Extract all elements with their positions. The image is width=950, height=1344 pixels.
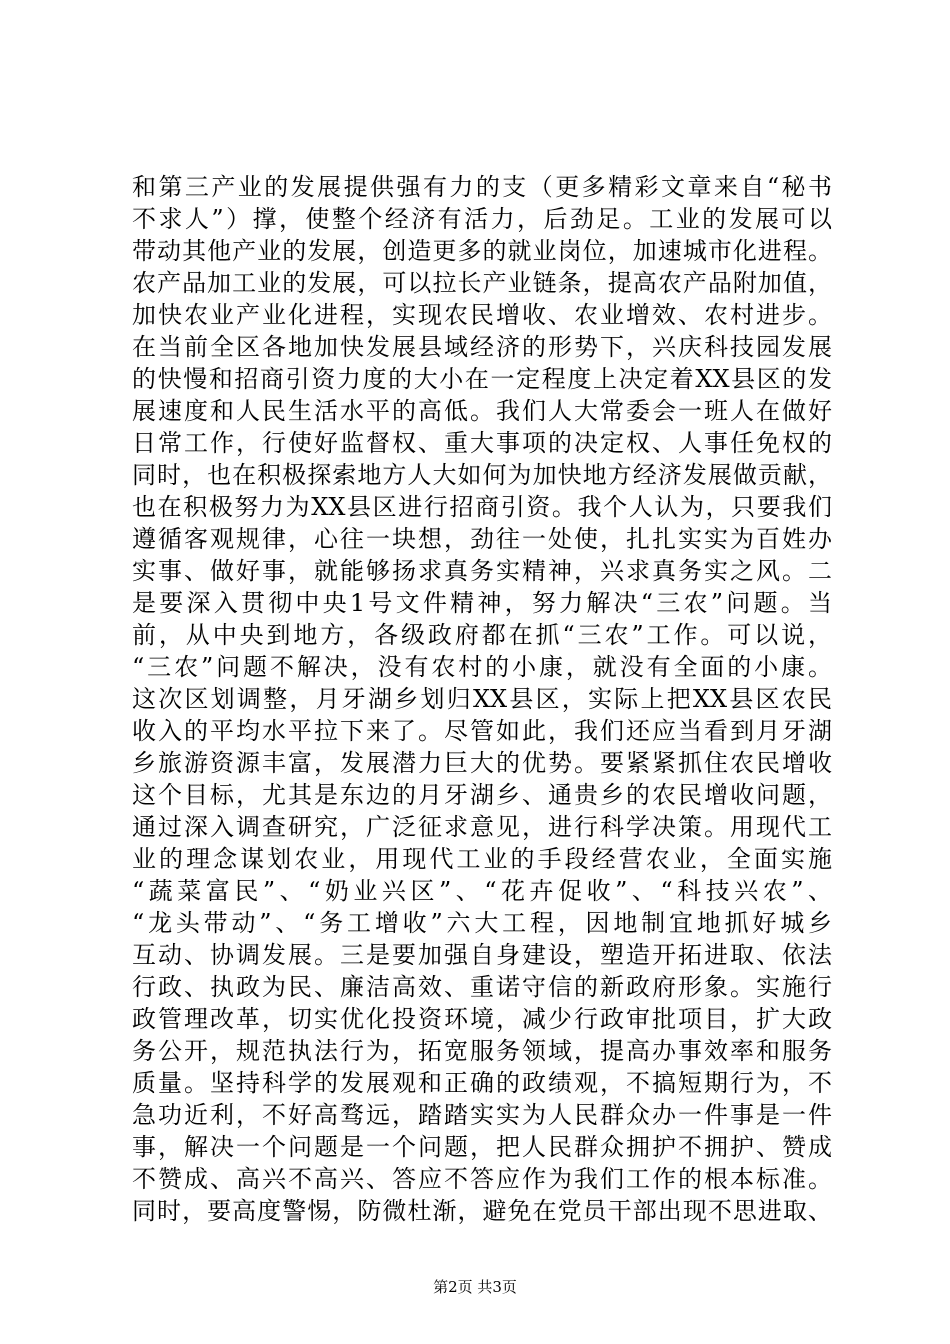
text-line: 前，从中央到地方，各级政府都在抓“三农”工作。可以说， xyxy=(132,621,832,649)
text-line: 事，解决一个问题是一个问题，把人民群众拥护不拥护、赞成 xyxy=(132,1133,832,1161)
text-line: 遵循客观规律，心往一块想，劲往一处使，扎扎实实为百姓办 xyxy=(132,525,832,553)
text-line: 同时，要高度警惕，防微杜渐，避免在党员干部出现不思进取、 xyxy=(132,1197,832,1225)
text-line: 不赞成、高兴不高兴、答应不答应作为我们工作的根本标准。 xyxy=(132,1165,832,1193)
text-line: 实事、做好事，就能够扬求真务实精神，兴求真务实之风。二 xyxy=(132,557,832,585)
page-number-label: 第2页 共3页 xyxy=(433,1278,517,1296)
text-line: “蔬菜富民”、“奶业兴区”、“花卉促收”、“科技兴农”、 xyxy=(132,877,832,905)
page-footer xyxy=(0,1277,950,1297)
text-line: 通过深入调查研究，广泛征求意见，进行科学决策。用现代工 xyxy=(132,813,832,841)
text-line: 农产品加工业的发展，可以拉长产业链条，提高农产品附加值， xyxy=(132,269,832,297)
text-line: 乡旅游资源丰富，发展潜力巨大的优势。要紧紧抓住农民增收 xyxy=(132,749,832,777)
text-line: 业的理念谋划农业，用现代工业的手段经营农业，全面实施 xyxy=(132,845,832,873)
text-line: 日常工作，行使好监督权、重大事项的决定权、人事任免权的 xyxy=(132,429,832,457)
text-line: “三农”问题不解决，没有农村的小康，就没有全面的小康。 xyxy=(132,653,832,681)
text-line: 同时，也在积极探索地方人大如何为加快地方经济发展做贡献， xyxy=(132,461,832,489)
text-line: 互动、协调发展。三是要加强自身建设，塑造开拓进取、依法 xyxy=(132,941,832,969)
text-line: 政管理改革，切实优化投资环境，减少行政审批项目，扩大政 xyxy=(132,1005,832,1033)
text-line: “龙头带动”、“务工增收”六大工程，因地制宜地抓好城乡 xyxy=(132,909,832,937)
text-line: 是要深入贯彻中央1号文件精神，努力解决“三农”问题。当 xyxy=(132,589,832,617)
text-line: 务公开，规范执法行为，拓宽服务领域，提高办事效率和服务 xyxy=(132,1037,832,1065)
text-line: 不求人”）撑，使整个经济有活力，后劲足。工业的发展可以 xyxy=(132,205,832,233)
text-line: 这个目标，尤其是东边的月牙湖乡、通贵乡的农民增收问题， xyxy=(132,781,832,809)
text-line: 质量。坚持科学的发展观和正确的政绩观，不搞短期行为，不 xyxy=(132,1069,832,1097)
text-line: 急功近利，不好高骛远，踏踏实实为人民群众办一件事是一件 xyxy=(132,1101,832,1129)
text-line: 的快慢和招商引资力度的大小在一定程度上决定着XX县区的发 xyxy=(132,365,832,393)
body-text xyxy=(132,171,832,1227)
text-line: 这次区划调整，月牙湖乡划归XX县区，实际上把XX县区农民 xyxy=(132,685,832,713)
text-line: 加快农业产业化进程，实现农民增收、农业增效、农村进步。 xyxy=(132,301,832,329)
text-line: 展速度和人民生活水平的高低。我们人大常委会一班人在做好 xyxy=(132,397,832,425)
text-line: 也在积极努力为XX县区进行招商引资。我个人认为，只要我们 xyxy=(132,493,832,521)
text-line: 在当前全区各地加快发展县域经济的形势下，兴庆科技园发展 xyxy=(132,333,832,361)
text-line: 收入的平均水平拉下来了。尽管如此，我们还应当看到月牙湖 xyxy=(132,717,832,745)
text-line: 行政、执政为民、廉洁高效、重诺守信的新政府形象。实施行 xyxy=(132,973,832,1001)
text-line: 带动其他产业的发展，创造更多的就业岗位，加速城市化进程。 xyxy=(132,237,832,265)
text-line: 和第三产业的发展提供强有力的支（更多精彩文章来自“秘书 xyxy=(132,173,832,201)
